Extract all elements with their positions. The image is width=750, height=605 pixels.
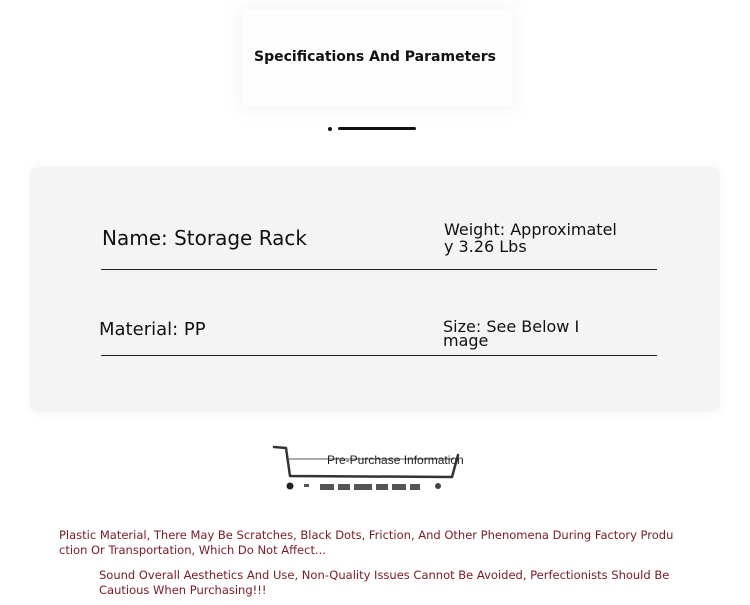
spec-divider-2 xyxy=(101,355,657,356)
divider-line xyxy=(338,127,416,130)
spec-name: Name: Storage Rack xyxy=(102,226,307,250)
divider-dot xyxy=(328,127,332,131)
note-text-2: Sound Overall Aesthetics And Use, Non-Quality Issues Cannot Be Avoided, Perfectionists Should Be Cautious When Purchasing!!! xyxy=(99,568,670,597)
spec-divider-1 xyxy=(101,269,657,270)
spec-size: Size: See Below Image xyxy=(443,317,580,350)
note-text-1: Plastic Material, There May Be Scratches, Black Dots, Friction, And Other Phenomena During Factory Production Or Transportation, Which Do Not Affect... xyxy=(59,528,674,557)
spec-weight: Weight: Approximately 3.26 Lbs xyxy=(444,220,617,256)
page-title: Specifications And Parameters xyxy=(254,49,496,65)
spec-material: Material: PP xyxy=(99,319,206,340)
shopping-cart-icon xyxy=(268,440,480,495)
spec-panel xyxy=(30,167,720,412)
pre-purchase-title: Pre-Purchase Information xyxy=(327,453,464,467)
